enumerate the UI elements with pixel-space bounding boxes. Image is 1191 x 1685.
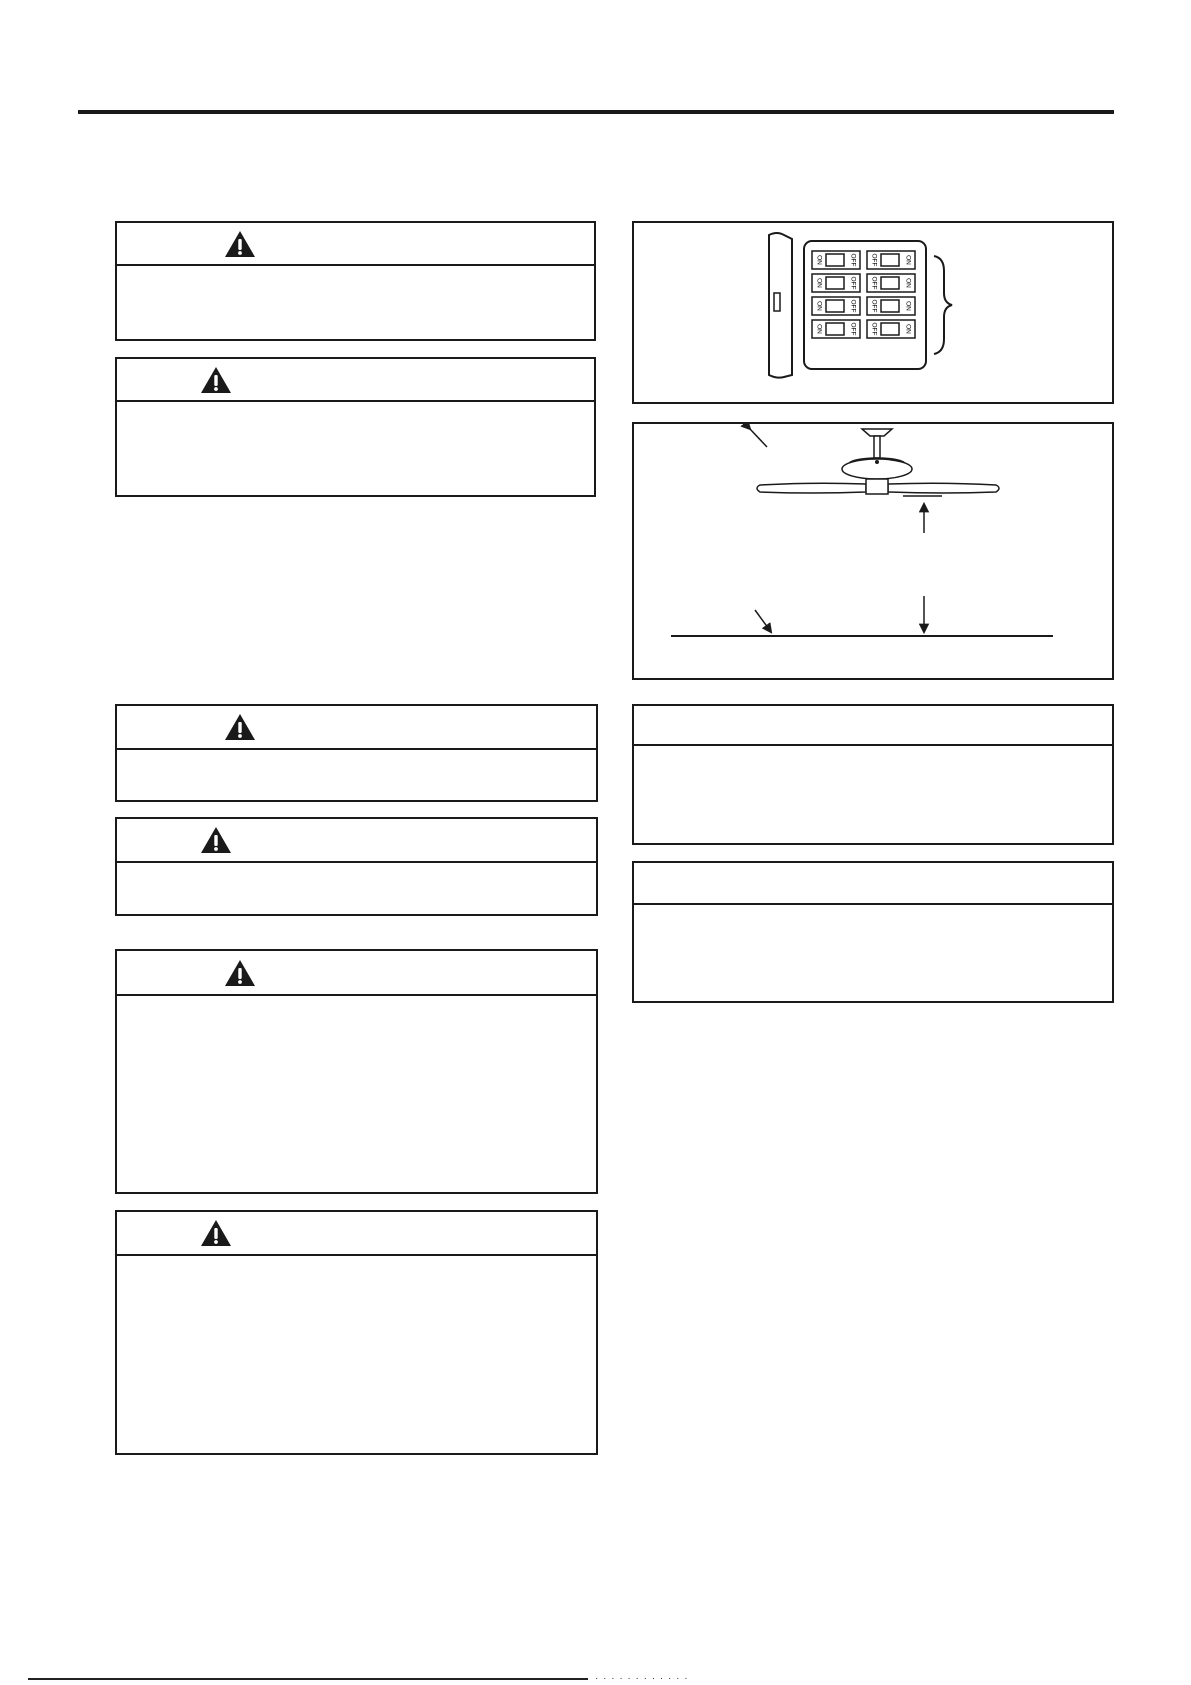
- fan-clearance-illustration: [634, 424, 1112, 678]
- breaker-switch: [812, 297, 860, 315]
- warning-box-6-header: [117, 1212, 596, 1256]
- warning-triangle-icon: [200, 1219, 232, 1247]
- breaker-panel-illustration: [634, 223, 1112, 402]
- warning-triangle-icon: [200, 366, 232, 394]
- warning-box-5: [115, 949, 598, 1194]
- warning-box-3-header: [117, 706, 596, 750]
- warning-box-3: [115, 704, 598, 802]
- warning-box-4-header: [117, 819, 596, 863]
- door-latch: [774, 293, 780, 311]
- breaker-label: ON: [904, 278, 912, 288]
- warning-triangle-icon: [224, 713, 256, 741]
- breaker-label: OFF: [849, 276, 857, 290]
- warning-box-1-header: [117, 223, 594, 266]
- breaker-switch: [867, 274, 915, 292]
- breaker-label: ON: [815, 278, 823, 288]
- breaker-switch: [812, 274, 860, 292]
- warning-box-2: [115, 357, 596, 497]
- breaker-panel-figure: [632, 221, 1114, 404]
- breaker-label: ON: [904, 255, 912, 265]
- note-box-1-header: [634, 706, 1112, 746]
- breaker-label: ON: [815, 301, 823, 311]
- note-box-2-header: [634, 863, 1112, 905]
- fan-blade-right: [888, 483, 999, 493]
- warning-triangle-icon: [200, 826, 232, 854]
- warning-box-4: [115, 817, 598, 916]
- fan-clearance-figure: [632, 422, 1114, 680]
- breaker-label: OFF: [870, 322, 878, 336]
- breaker-label: OFF: [870, 276, 878, 290]
- fan-blade-left: [757, 483, 866, 493]
- footer-fragment: · · · · · · · · · · · ·: [595, 1673, 689, 1684]
- floor-pointer-arrow: [755, 610, 771, 632]
- note-box-1: [632, 704, 1114, 845]
- breaker-bracket: [934, 256, 952, 354]
- ceiling-pointer-arrow: [750, 429, 767, 447]
- warning-triangle-icon: [224, 230, 256, 258]
- breaker-label: ON: [904, 301, 912, 311]
- breaker-switch: [867, 251, 915, 269]
- breaker-label: OFF: [849, 322, 857, 336]
- breaker-switch: [867, 297, 915, 315]
- breaker-switch: [867, 320, 915, 338]
- note-box-2: [632, 861, 1114, 1003]
- breaker-label: ON: [815, 255, 823, 265]
- breaker-label: OFF: [849, 253, 857, 267]
- breaker-label: OFF: [849, 299, 857, 313]
- warning-triangle-icon: [224, 959, 256, 987]
- breaker-label: ON: [904, 324, 912, 334]
- header-rule: [78, 110, 1114, 114]
- ceiling-fan: [757, 429, 999, 494]
- breaker-label: ON: [815, 324, 823, 334]
- footer-rule: [28, 1678, 588, 1680]
- breaker-switch: [812, 251, 860, 269]
- breaker-label: OFF: [870, 253, 878, 267]
- breaker-switch: [812, 320, 860, 338]
- warning-box-1: [115, 221, 596, 341]
- warning-box-5-header: [117, 951, 596, 996]
- warning-box-2-header: [117, 359, 594, 402]
- warning-box-6: [115, 1210, 598, 1455]
- breaker-label: OFF: [870, 299, 878, 313]
